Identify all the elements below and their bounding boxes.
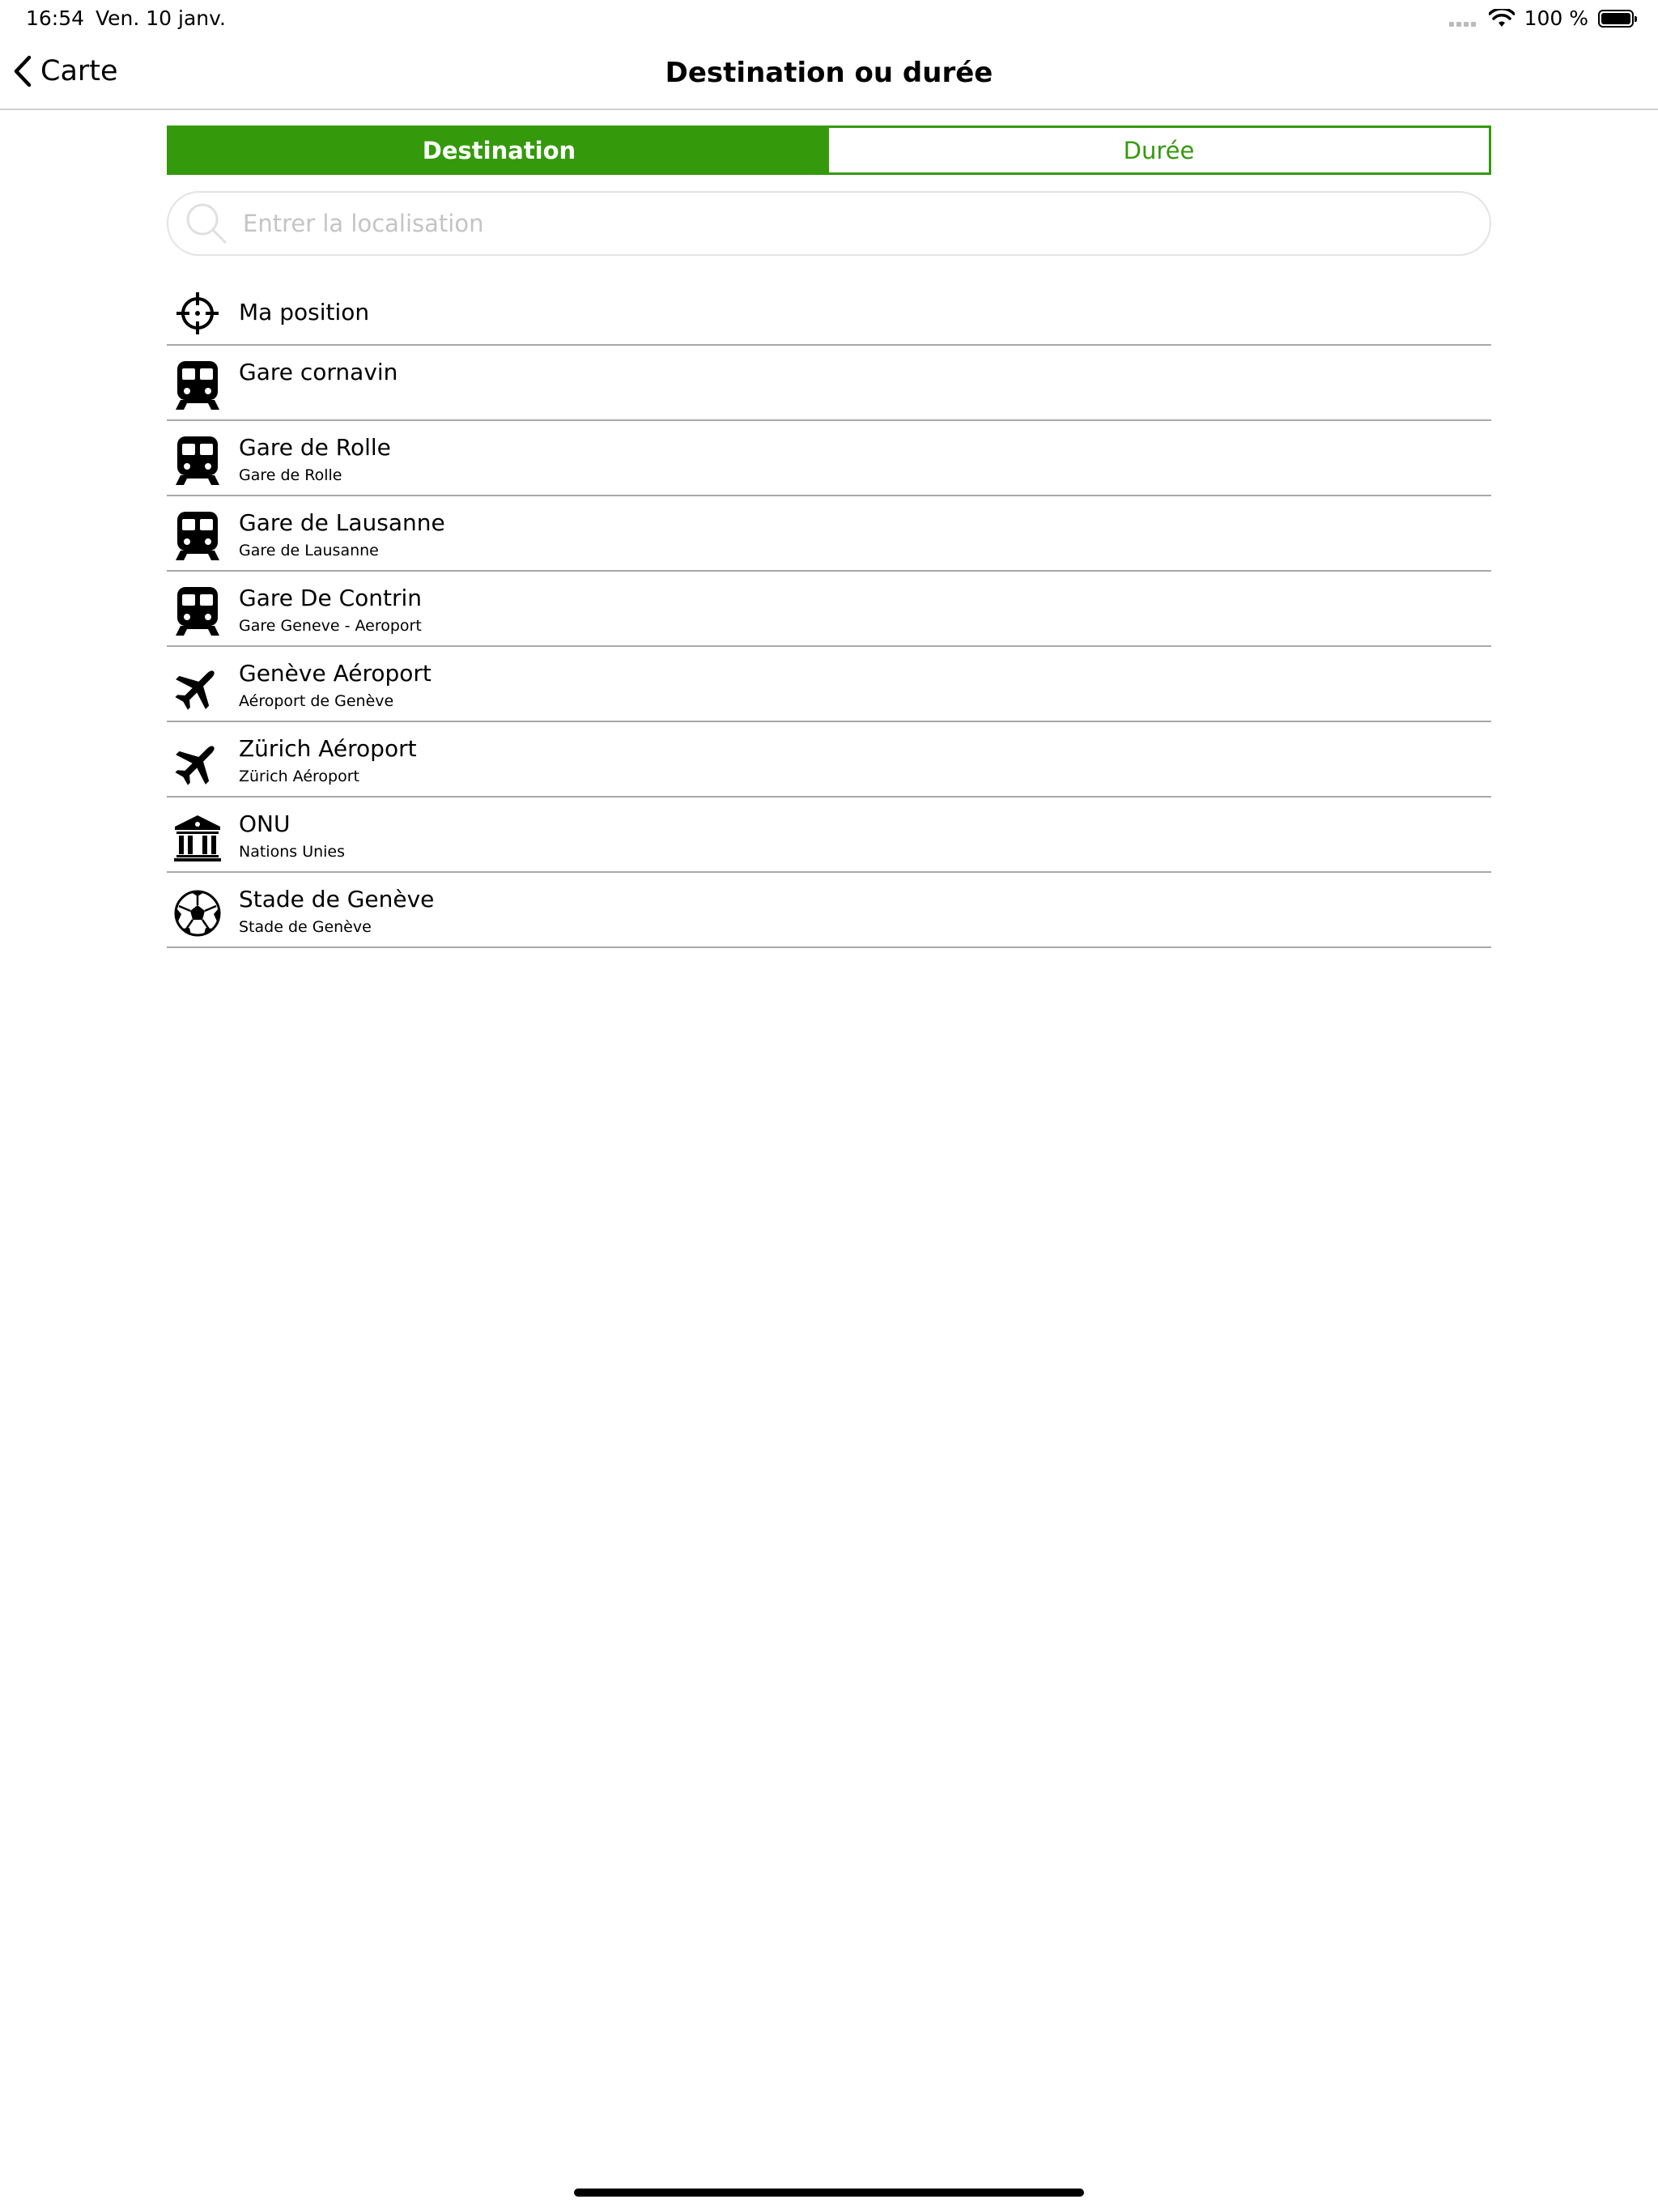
wifi-icon	[1489, 9, 1515, 28]
train-icon	[173, 588, 222, 636]
train-icon	[173, 513, 222, 561]
list-item-geneve-aeroport[interactable]	[167, 647, 1491, 722]
page-title: Destination ou durée	[665, 57, 993, 89]
back-button-label: Carte	[40, 55, 118, 87]
list-item-gare-de-lausanne[interactable]	[167, 496, 1491, 572]
search-input[interactable]	[241, 209, 1490, 238]
list-item-gare-de-contrin[interactable]	[167, 572, 1491, 647]
battery-percent: 100 %	[1524, 6, 1588, 30]
crosshair-icon	[173, 289, 222, 338]
item-title: Ma position	[239, 299, 370, 325]
airplane-icon	[173, 663, 222, 712]
list-item-gare-cornavin[interactable]	[167, 346, 1491, 421]
list-item-zurich-aeroport[interactable]	[167, 722, 1491, 798]
train-icon	[173, 437, 222, 486]
airplane-icon	[173, 738, 222, 787]
list-item-stade-de-geneve[interactable]	[167, 873, 1491, 948]
search-bar[interactable]	[167, 191, 1491, 256]
item-subtitle: Gare de Lausanne	[239, 542, 379, 559]
item-title: Genève Aéroport	[239, 660, 432, 687]
battery-icon	[1598, 10, 1634, 28]
segment-destination[interactable]: Destination	[169, 128, 829, 172]
item-subtitle: Gare de Rolle	[239, 466, 342, 484]
item-subtitle: Gare Geneve - Aeroport	[239, 617, 422, 635]
train-icon	[173, 362, 222, 410]
navigation-bar	[0, 39, 1658, 110]
segmented-control	[167, 125, 1491, 175]
item-title: Gare De Contrin	[239, 585, 423, 611]
list-item-gare-de-rolle[interactable]	[167, 421, 1491, 496]
list-item-ma-position[interactable]	[167, 271, 1491, 346]
item-title: Stade de Genève	[239, 886, 435, 912]
segment-duree[interactable]: Durée	[829, 128, 1489, 172]
soccer-ball-icon	[173, 889, 222, 938]
item-subtitle: Zürich Aéroport	[239, 768, 359, 785]
home-indicator[interactable]	[574, 2189, 1084, 2197]
status-indicators	[1449, 6, 1634, 30]
item-title: Gare de Rolle	[239, 434, 391, 461]
search-icon	[185, 202, 228, 245]
item-title: Gare cornavin	[239, 359, 398, 385]
item-title: Gare de Lausanne	[239, 509, 445, 536]
destination-list	[167, 271, 1491, 948]
status-bar	[0, 0, 1658, 39]
status-time: 16:54	[26, 6, 85, 30]
cellular-signal-icon	[1449, 22, 1476, 27]
item-title: Zürich Aéroport	[239, 735, 417, 762]
institution-icon	[173, 814, 222, 862]
list-item-onu[interactable]	[167, 798, 1491, 873]
item-title: ONU	[239, 810, 291, 837]
item-subtitle: Nations Unies	[239, 843, 346, 861]
item-subtitle: Stade de Genève	[239, 918, 372, 936]
item-subtitle: Aéroport de Genève	[239, 692, 394, 710]
status-date: Ven. 10 janv.	[96, 6, 226, 30]
